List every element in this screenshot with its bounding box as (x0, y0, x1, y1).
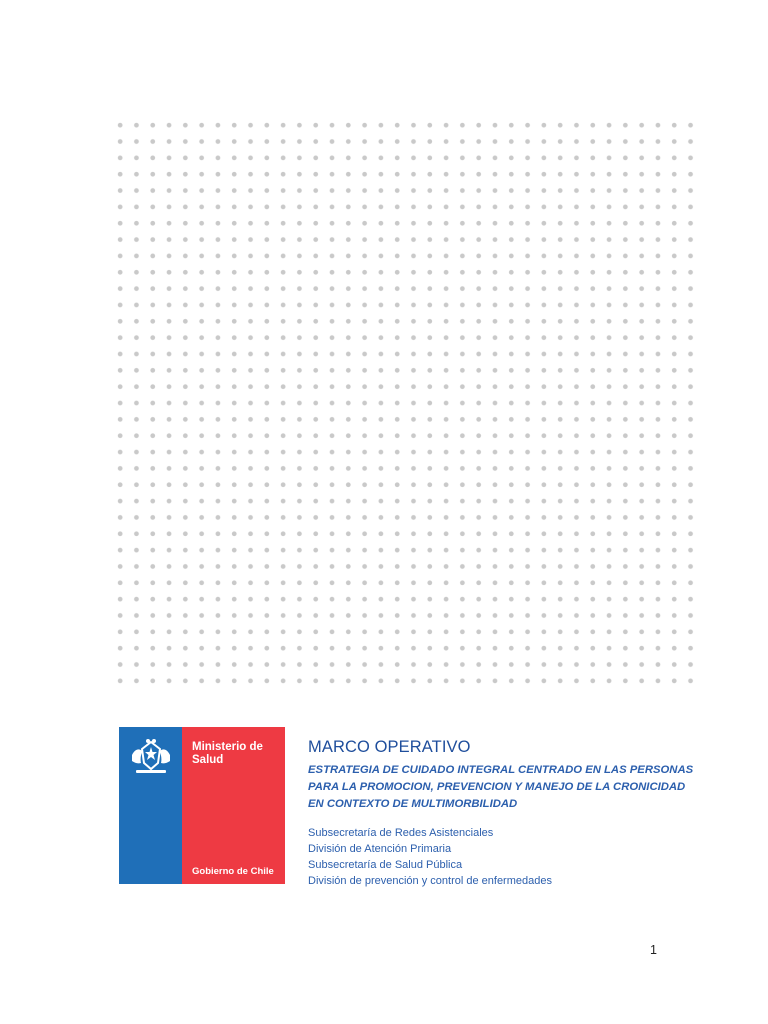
document-subtitle (308, 762, 728, 813)
department-item: División de Atención Primaria (308, 843, 452, 855)
department-item: Subsecretaría de Redes Asistenciales (308, 827, 494, 839)
subtitle-line: PARA LA PROMOCION, PREVENCION Y MANEJO DE LA CRONICIDAD (308, 781, 686, 793)
page-number: 1 (650, 943, 657, 957)
document-title: MARCO OPERATIVO (308, 738, 471, 756)
ministerio-de-salud-logo (119, 727, 285, 884)
ministry-label: Ministerio de Salud (192, 741, 263, 766)
department-list (308, 825, 728, 889)
government-label: Gobierno de Chile (192, 866, 274, 877)
department-item: Subsecretaría de Salud Pública (308, 859, 463, 871)
subtitle-line: EN CONTEXTO DE MULTIMORBILIDAD (308, 798, 518, 810)
dot-grid-pattern (112, 117, 700, 689)
subtitle-line: ESTRATEGIA DE CUIDADO INTEGRAL CENTRADO EN LAS PERSONAS (308, 764, 694, 776)
department-item: División de prevención y control de enfermedades (308, 875, 552, 887)
coat-of-arms-icon (128, 737, 174, 777)
title-block (308, 738, 728, 889)
